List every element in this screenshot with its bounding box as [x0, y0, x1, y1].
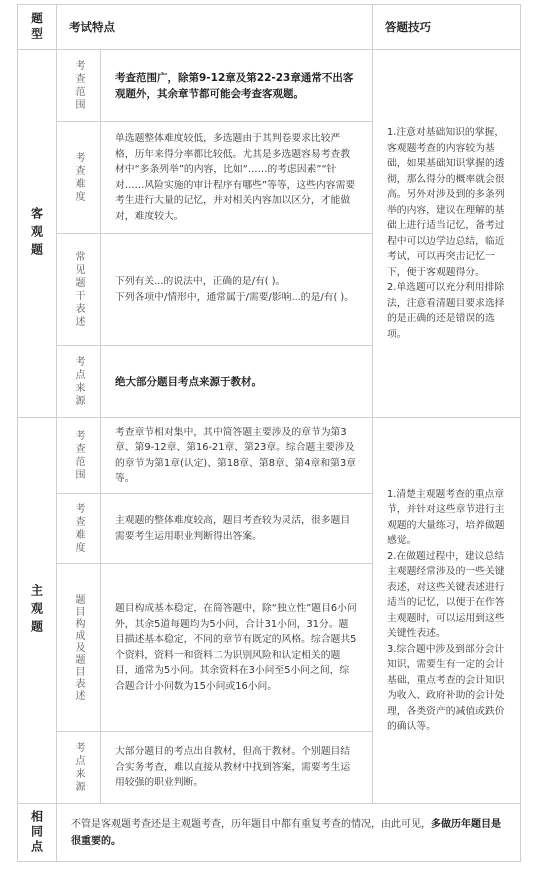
subjective-label-structure: 题目构成及题目表述: [57, 564, 101, 732]
common-type-cell: 相同点: [18, 804, 57, 862]
subjective-text-difficulty: 主观题的整体难度较高，题目考查较为灵活，很多题目需要考生运用职业判断得出答案。: [101, 494, 373, 564]
subjective-type-cell: 主观题: [18, 418, 57, 804]
subjective-tips-cell: [373, 418, 521, 804]
header-tips: 答题技巧: [373, 5, 521, 50]
objective-label-source: 考点来源: [57, 346, 101, 418]
objective-tip-2: 2.单选题可以充分利用排除法，注意看清题目要求选择的是正确的还是错误的选项。: [387, 282, 505, 340]
subjective-tip-3: 3.综合题中涉及到部分会计知识，需要生有一定的会计基础，重点考查的会计知识为收入、政府补助的会计处理，各类资产的减值或跌价的确认等。: [387, 643, 505, 732]
common-text-bold: 多做历年题目是很重要的。: [71, 818, 501, 847]
subjective-text-source: 大部分题目的考点出自教材，但高于教材。个别题目结合实务考查，难以直接从教材中找到答案，需要考生运用较强的职业判断。: [101, 732, 373, 804]
subjective-label-difficulty: 考查难度: [57, 494, 101, 564]
exam-comparison-table: [17, 4, 521, 862]
subjective-label-scope: 考查范围: [57, 418, 101, 494]
common-row: [18, 804, 521, 862]
common-text-normal: 不管是客观题考查还是主观题考查，历年题目中都有重复考查的情况，由此可见，: [71, 818, 431, 830]
subjective-text-scope: 考查章节相对集中，其中简答题主要涉及的章节为第3章、第9-12章、第16-21章、第23章。综合题主要涉及的章节为第1章(认定)、第18章、第8章、第4章和第3章等。: [101, 418, 373, 494]
objective-text-phrasing: 下列有关...的说法中，正确的是/有( )。 下列各项中/情形中，通常属于/需要/影响...的是/有( )。: [101, 234, 373, 346]
header-features: 考试特点: [57, 5, 373, 50]
subjective-tip-1: 1.清楚主观题考查的重点章节，并针对这些章节进行主观题的大量练习，培养做题感觉。: [387, 488, 505, 546]
objective-text-difficulty: 单选题整体难度较低，多选题由于其判卷要求比较严格，历年来得分率都比较低。尤其是多选题容易考查教材中“多条列举”的内容，比如“……的考虑因素”“针对……风险实施的审计程序有哪些”等等，这些内容需要考生进行大量的记忆，并对相关内容加以区分，才能做对，难度较大。: [101, 122, 373, 234]
objective-label-phrasing: 常见题干表述: [57, 234, 101, 346]
common-text-cell: [57, 804, 521, 862]
header-row: [18, 5, 521, 50]
subjective-text-structure: 题目构成基本稳定，在简答题中，除“独立性”题目6小问外，其余5道每题均为5小问，合计31小问，31分。题目描述基本稳定，不同的章节有既定的风格。综合题共5个资料，资料一和资料二为识别风险和认定相关的题目，通常为5小问。其余资料在3小问至5小问之间，综合题合计小问数为15小问或16小问。: [101, 564, 373, 732]
subjective-row-scope: [18, 418, 521, 494]
objective-tip-1: 1.注意对基础知识的掌握，客观题考查的内容较为基础，如果基础知识掌握的透彻，那么得分的概率就会很高。另外对涉及到的多条列举的内容，建议在理解的基础上进行适当记忆，备考过程中可以边学边总结，临近考试，可以再突击记忆一下，便于客观题得分。: [387, 127, 505, 278]
objective-text-source: 绝大部分题目考点来源于教材。: [101, 346, 373, 418]
objective-type-cell: 客观题: [18, 50, 57, 418]
objective-tips-cell: [373, 50, 521, 418]
objective-text-scope: 考查范围广，除第9-12章及第22-23章通常不出客观题外，其余章节都可能会考查客观题。: [101, 50, 373, 122]
header-type: 题型: [18, 5, 57, 50]
objective-label-difficulty: 考查难度: [57, 122, 101, 234]
objective-label-scope: 考查范围: [57, 50, 101, 122]
subjective-label-source: 考点来源: [57, 732, 101, 804]
subjective-tip-2: 2.在做题过程中，建议总结主观题经常涉及的一些关键表述，对这些关键表述进行适当的记忆，以便于在作答主观题时，可以运用到这些关键性表述。: [387, 550, 505, 639]
objective-row-scope: [18, 50, 521, 122]
